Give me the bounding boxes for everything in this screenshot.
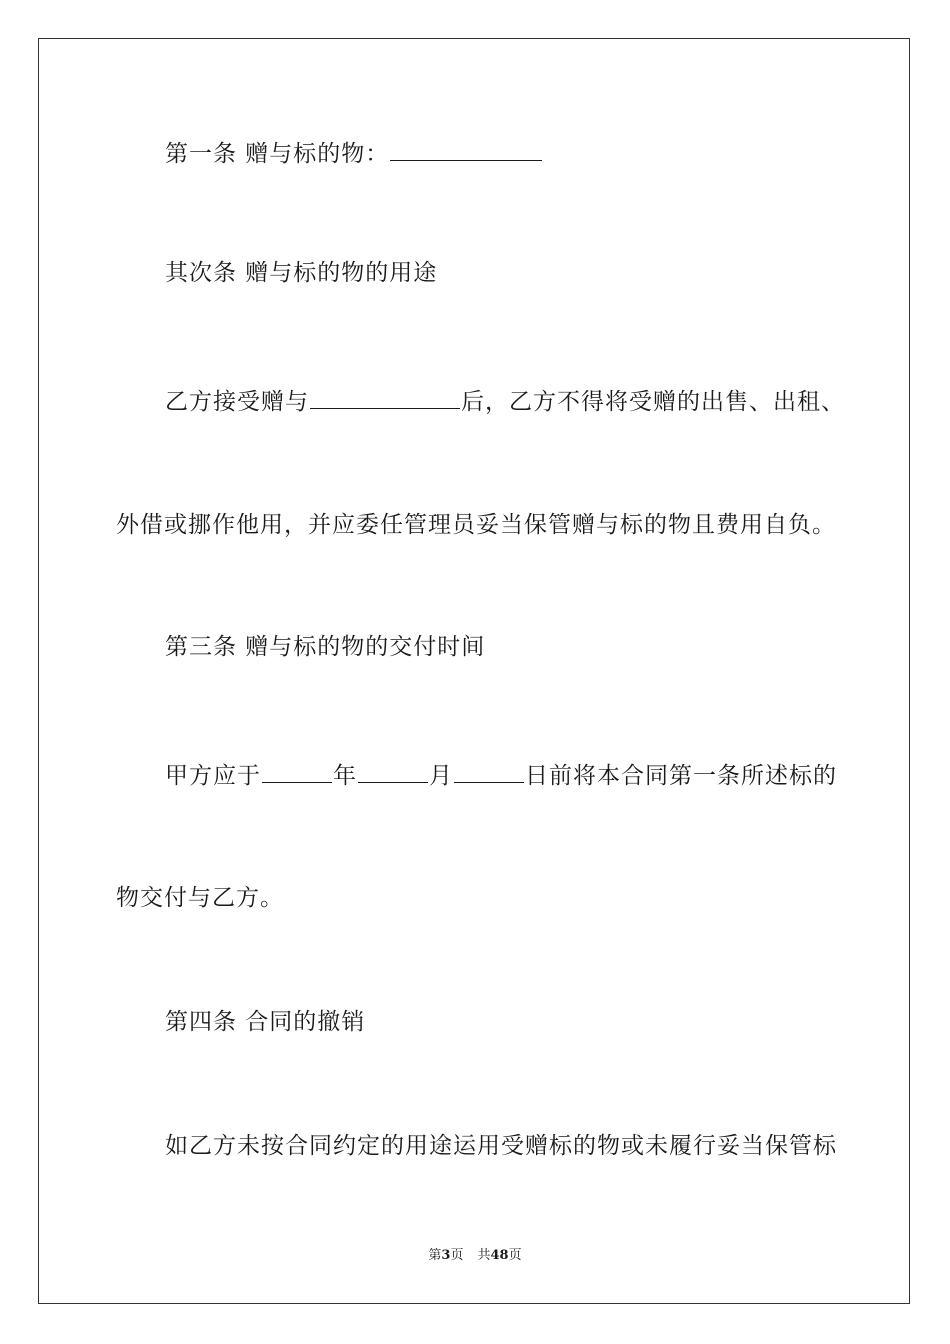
page-border (38, 38, 910, 1304)
year-label: 年 (333, 763, 357, 789)
day-blank[interactable] (454, 760, 524, 783)
page-footer (0, 1247, 950, 1265)
month-blank[interactable] (358, 760, 428, 783)
article-2-body-line-1 (165, 386, 845, 417)
year-blank[interactable] (262, 760, 332, 783)
article-4-text: 第四条 合同的撤销 (165, 1009, 366, 1035)
article-3-heading (165, 632, 485, 662)
article-2-text: 其次条 赠与标的物的用途 (165, 260, 438, 286)
body-text: 乙方接受赠与 (165, 389, 309, 415)
article-4-body-line-1 (165, 1131, 837, 1161)
gift-blank[interactable] (310, 386, 460, 409)
body-text: 物交付与乙方。 (116, 885, 284, 911)
gift-item-blank[interactable] (390, 138, 542, 161)
article-3-body-line-2 (116, 883, 284, 913)
article-1-text: 第一条 赠与标的物： (165, 141, 390, 167)
total-prefix: 共 (477, 1248, 491, 1263)
article-1-line (165, 138, 543, 169)
article-4-heading (165, 1007, 365, 1037)
body-text: 日前将本合同第一条所述标的 (525, 763, 837, 789)
article-2-body-line-2 (116, 510, 836, 540)
page-prefix: 第 (428, 1248, 442, 1263)
month-label: 月 (429, 763, 453, 789)
article-2-heading (165, 258, 437, 288)
article-3-text: 第三条 赠与标的物的交付时间 (165, 634, 486, 660)
page-suffix: 页 (450, 1248, 464, 1263)
body-text: 外借或挪作他用，并应委任管理员妥当保管赠与标的物且费用自负。 (116, 512, 836, 538)
page-number: 3 (441, 1248, 451, 1263)
body-text: 后，乙方不得将受赠的出售、出租、 (461, 389, 845, 415)
body-text: 如乙方未按合同约定的用途运用受赠标的物或未履行妥当保管标 (165, 1133, 837, 1159)
body-text: 甲方应于 (165, 763, 261, 789)
total-suffix: 页 (508, 1248, 522, 1263)
article-3-body-line-1 (165, 760, 837, 791)
total-pages: 48 (490, 1248, 509, 1263)
